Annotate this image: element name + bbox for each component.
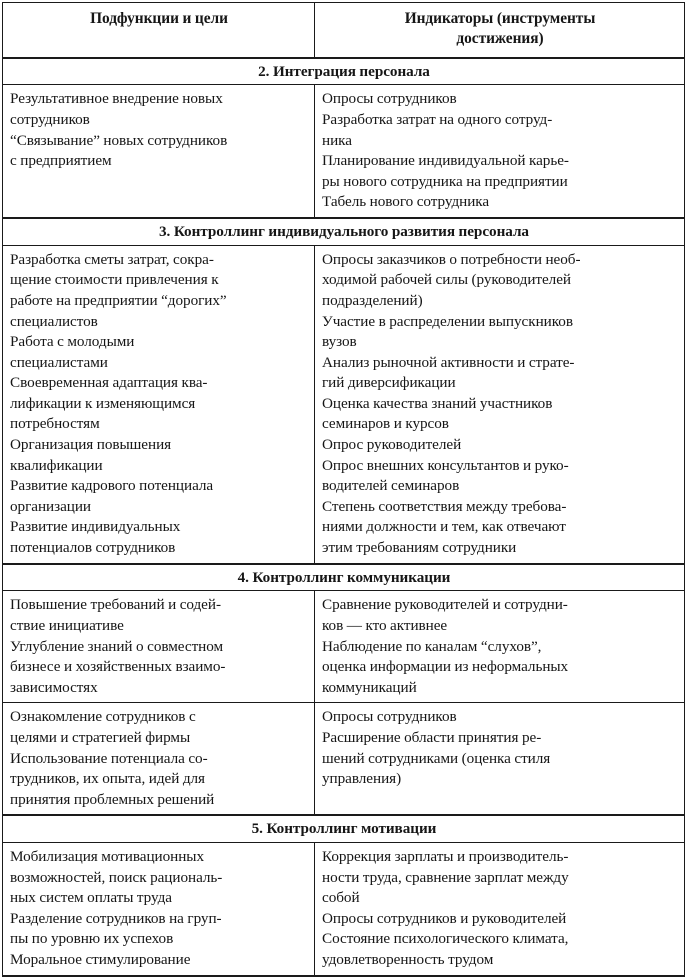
section-title-row-section-5 <box>3 815 685 842</box>
cell-line: вузов <box>322 333 357 351</box>
cell-line: Наблюдение по каналам “слухов”, <box>322 637 542 655</box>
cell-line: ходимой рабочей силы (руководителей <box>322 271 571 289</box>
cell-line: ности труда, сравнение зарплат между <box>322 868 569 886</box>
cell-line: лификации к изменяющимся <box>10 394 196 412</box>
cell-line: управления) <box>322 770 402 788</box>
cell-line: потребностям <box>10 415 100 433</box>
cell-line: подразделений) <box>322 291 423 309</box>
cell-line: целями и стратегией фирмы <box>10 728 191 746</box>
cell-line: Моральное стимулирование <box>10 951 191 969</box>
table-header-row <box>3 3 685 58</box>
cell-line: ствие инициативе <box>10 616 124 634</box>
cell-line: Оценка качества знаний участников <box>322 394 553 412</box>
cell-line: трудников, их опыта, идей для <box>10 770 205 788</box>
column-header-subfunctions <box>3 3 315 58</box>
cell-subfunctions <box>3 245 315 563</box>
cell-line: сотрудников <box>10 111 90 128</box>
cell-line: шений сотрудниками (оценка стиля <box>322 749 551 767</box>
cell-line: Разработка сметы затрат, сокра- <box>10 250 214 268</box>
cell-line: ниями должности и тем, как отвечают <box>322 518 566 536</box>
table-row <box>3 591 685 703</box>
cell-line: Опросы сотрудников и руководителей <box>322 909 567 927</box>
cell-line: организации <box>10 497 91 515</box>
cell-line: работе на предприятии “дорогих” <box>10 291 227 309</box>
cell-line: Подфункции и цели <box>90 10 228 27</box>
cell-indicators <box>315 703 685 815</box>
cell-line: Состояние психологического климата, <box>322 930 569 948</box>
cell-line: Опросы заказчиков о потребности необ- <box>322 250 581 268</box>
section-title: 4. Контроллинг коммуникации <box>3 564 685 591</box>
cell-line: Опросы сотрудников <box>322 90 457 108</box>
cell-line: бизнесе и хозяйственных взаимо- <box>10 658 226 676</box>
cell-line: Разделение сотрудников на груп- <box>10 909 222 927</box>
cell-line: Развитие индивидуальных <box>10 518 181 536</box>
cell-line: Табель нового сотрудника <box>322 193 490 211</box>
cell-subfunctions <box>3 703 315 815</box>
cell-indicators <box>315 843 685 976</box>
cell-line: Степень соответствия между требова- <box>322 497 567 515</box>
cell-line: Планирование индивидуальной карье- <box>322 152 569 170</box>
cell-line: пы по уровню их успехов <box>10 930 174 948</box>
cell-line: Ознакомление сотрудников с <box>10 708 196 726</box>
section-title-row-section-3 <box>3 218 685 245</box>
cell-line: потенциалов сотрудников <box>10 539 176 557</box>
cell-line: Работа с молодыми <box>10 333 135 351</box>
cell-line: гий диверсификации <box>322 374 456 392</box>
cell-line: удовлетворенность трудом <box>322 951 494 969</box>
cell-line: ков — кто активнее <box>322 616 448 634</box>
cell-line: ры нового сотрудника на предприятии <box>322 172 568 190</box>
cell-line: Своевременная адаптация ква- <box>10 374 208 392</box>
cell-line: Опрос внешних консультантов и руко- <box>322 456 569 474</box>
cell-line: “Связывание” новых сотрудников <box>10 131 228 149</box>
cell-line: Опросы сотрудников <box>322 708 457 726</box>
cell-line: зависимостях <box>10 678 98 696</box>
cell-line: оценка информации из неформальных <box>322 658 569 676</box>
cell-line: Опрос руководителей <box>322 436 462 454</box>
cell-line: Коррекция зарплаты и производитель- <box>322 848 569 866</box>
cell-line: Разработка затрат на одного сотруд- <box>322 111 553 128</box>
reference-table <box>2 2 685 977</box>
cell-subfunctions <box>3 85 315 218</box>
cell-line: Участие в распределении выпускников <box>322 312 573 330</box>
cell-line: специалистами <box>10 353 108 371</box>
cell-line: Анализ рыночной активности и страте- <box>322 353 575 371</box>
cell-line: Индикаторы (инструменты <box>404 10 596 27</box>
cell-line: Развитие кадрового потенциала <box>10 477 214 495</box>
cell-line: водителей семинаров <box>322 477 460 495</box>
cell-indicators <box>315 245 685 563</box>
cell-line: Мобилизация мотивационных <box>10 848 204 866</box>
cell-line: возможностей, поиск рациональ- <box>10 868 223 886</box>
cell-line: ных систем оплаты труда <box>10 889 172 907</box>
cell-line: этим требованиям сотрудники <box>322 539 517 557</box>
cell-subfunctions <box>3 843 315 976</box>
table-row <box>3 85 685 218</box>
cell-line: ника <box>322 131 352 149</box>
cell-subfunctions <box>3 591 315 703</box>
cell-line: Углубление знаний о совместном <box>10 637 224 655</box>
cell-line: семинаров и курсов <box>322 415 449 433</box>
section-title-row-section-2 <box>3 58 685 85</box>
section-title: 3. Контроллинг индивидуального развития персонала <box>3 218 685 245</box>
table-row <box>3 703 685 815</box>
cell-line: Сравнение руководителей и сотрудни- <box>322 596 568 614</box>
cell-line: Организация повышения <box>10 436 172 454</box>
cell-line: специалистов <box>10 312 98 330</box>
cell-line: квалификации <box>10 456 103 474</box>
cell-indicators <box>315 85 685 218</box>
section-title: 2. Интеграция персонала <box>3 58 685 85</box>
section-title: 5. Контроллинг мотивации <box>3 815 685 842</box>
column-header-indicators <box>315 3 685 58</box>
cell-line: принятия проблемных решений <box>10 790 215 808</box>
cell-line: Использование потенциала со- <box>10 749 208 767</box>
cell-line: собой <box>322 889 360 907</box>
cell-line: коммуникаций <box>322 678 417 696</box>
cell-line: достижения) <box>456 30 544 48</box>
table-row <box>3 245 685 563</box>
section-title-row-section-4 <box>3 564 685 591</box>
cell-line: Результативное внедрение новых <box>10 90 223 108</box>
cell-indicators <box>315 591 685 703</box>
cell-line: Расширение области принятия ре- <box>322 728 542 746</box>
table-row <box>3 843 685 976</box>
cell-line: щение стоимости привлечения к <box>10 271 219 289</box>
cell-line: с предприятием <box>10 152 112 170</box>
cell-line: Повышение требований и содей- <box>10 596 221 614</box>
